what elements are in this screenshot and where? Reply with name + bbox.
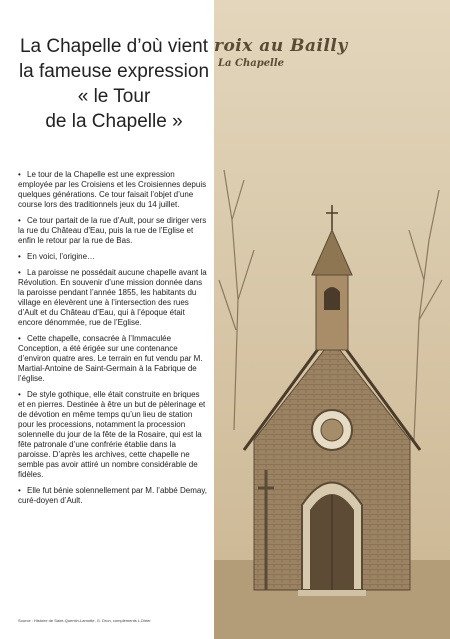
body-text (18, 170, 208, 512)
bullet: • (18, 334, 21, 343)
paragraph-text: Elle fut bénie solennellement par M. l’abbé Demay, curé-doyen d’Ault. (18, 486, 207, 505)
title-line: de la Chapelle » (45, 111, 183, 132)
paragraph-text: La paroisse ne possédait aucune chapelle avant la Révolution. En souvenir d’une mission donnée dans la paroisse pendant l’année 1855, les habitants du village en élevèrent une à l’intersection des rues d’Ault et du Château d’Eau, qui à l’époque était encore dénommée, rue de l’Eglise. (18, 268, 207, 327)
title-line: La Chapelle d’où vient (19, 36, 209, 57)
title-line: « le Tour (77, 86, 151, 107)
bullet: • (18, 390, 21, 399)
paragraph (18, 268, 208, 328)
bullet: • (18, 486, 21, 495)
postcard-caption: roix au Bailly (214, 36, 348, 56)
paragraph (18, 170, 208, 210)
chapel-illustration (214, 0, 450, 639)
paragraph (18, 486, 208, 506)
bullet: • (18, 268, 21, 277)
paragraph (18, 252, 208, 262)
paragraph (18, 216, 208, 246)
title-line: la fameuse expression (18, 61, 210, 82)
paragraph-text: Cette chapelle, consacrée à l’Immaculée Conception, a été érigée sur une contenance d’environ quatre ares. Le terrain en fut vendu par M. Martial-Antoine de Saint-Germain à la Fabrique de l’église. (18, 334, 203, 383)
paragraph-text: Ce tour partait de la rue d’Ault, pour se diriger vers la rue du Château d’Eau, puis la rue de l’Eglise et enfin le retour par la rue de Bas. (18, 216, 207, 245)
bullet: • (18, 170, 21, 179)
page-title (14, 34, 214, 134)
paragraph-text: Le tour de la Chapelle est une expression employée par les Croisiens et les Croisiennes depuis quelques générations. Ce tour faisait l’objet d’une course lors des traditionnels jeux du 14 juillet. (18, 170, 207, 209)
postcard-subcaption: La Chapelle (218, 58, 285, 69)
bullet: • (18, 252, 21, 261)
chapel-postcard-photo (214, 0, 450, 639)
paragraph-text: De style gothique, elle était construite en briques et en pierres. Destinée à être un but de pèlerinage et de dévotion en même temps qu’un lieu de station pour les processions, notamment la procession solennelle du jour de la fête de la Rosaire, qui est la fête patronale d’une confrérie établie dans la paroisse. D’après les archives, cette chapelle ne semble pas avoir attiré un nombre considérable de fidèles. (18, 390, 206, 479)
source-note: Source : Histoire de Saint-Quentin-Lamotte, G. Dron, compléments L.Dirier (18, 618, 151, 623)
paragraph-text: En voici, l’origine… (27, 252, 96, 261)
paragraph (18, 390, 208, 480)
bullet: • (18, 216, 21, 225)
paragraph (18, 334, 208, 384)
